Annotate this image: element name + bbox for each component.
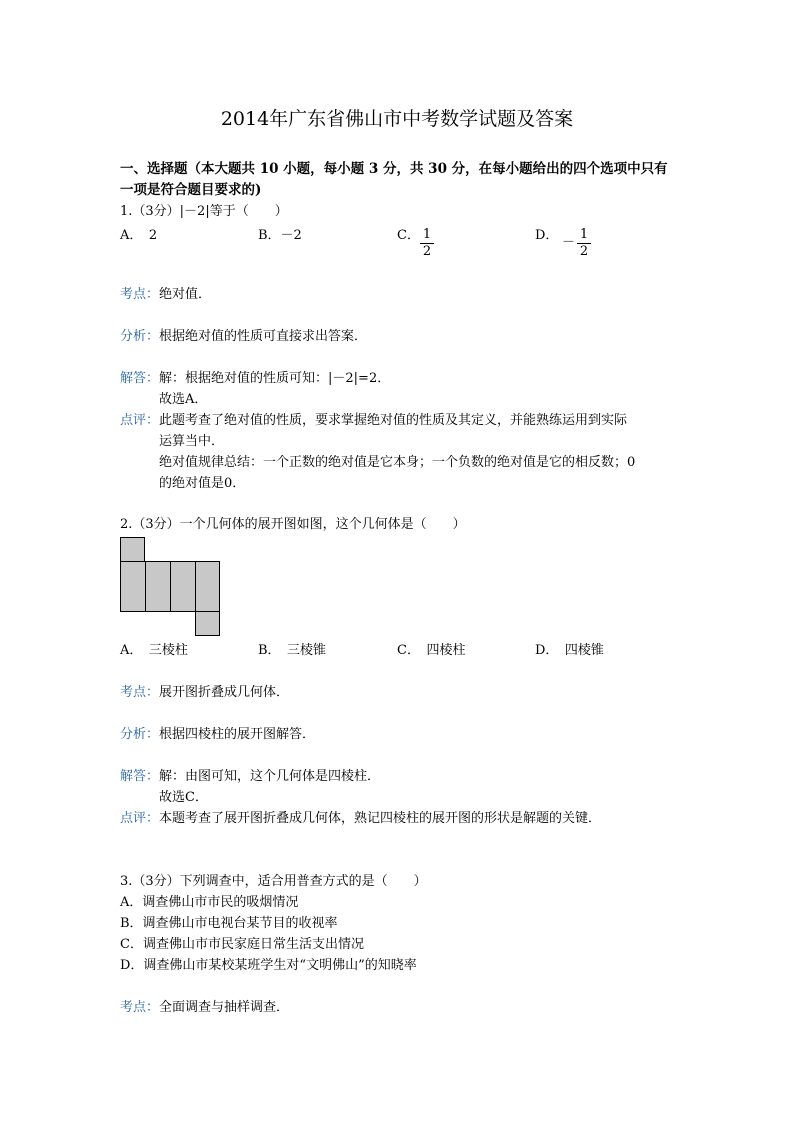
dianping-label: 点评： — [120, 811, 160, 826]
q2-kaodian — [120, 683, 289, 703]
net-face-2 — [145, 561, 171, 612]
kaodian-label: 考点： — [120, 685, 160, 700]
q1-dianping-line-4: 的绝对值是0． — [159, 476, 246, 491]
net-face-3 — [170, 561, 196, 612]
q3-stem: 3.（3分）下列调查中，适合用普查方式的是（ ） — [120, 874, 427, 889]
q2-dianping — [120, 809, 601, 829]
q1-stem: 1.（3分）|－2|等于（ ） — [120, 204, 288, 219]
q1-option-a: A． 2 — [120, 228, 158, 243]
q1-jieda-line-2: 故选A． — [159, 392, 208, 407]
q1-option-c-label: C． — [397, 228, 420, 243]
fenxi-text: 根据绝对值的性质可直接求出答案． — [159, 329, 368, 344]
fraction-numerator: 1 — [420, 227, 434, 244]
page-title: 2014年广东省佛山市中考数学试题及答案 — [220, 108, 574, 130]
q1-option-d-fraction — [577, 227, 591, 260]
q2-option-b: B． 三棱锥 — [258, 643, 327, 658]
kaodian-text: 全面调查与抽样调查． — [159, 1000, 290, 1015]
q2-stem: 2.（3分）一个几何体的展开图如图，这个几何体是（ ） — [120, 517, 466, 532]
kaodian-label: 考点： — [120, 287, 160, 302]
q3-option-a: A．调查佛山市市民的吸烟情况 — [120, 895, 299, 910]
kaodian-text: 展开图折叠成几何体． — [159, 685, 290, 700]
fraction-denominator: 2 — [579, 244, 589, 259]
section-heading-line-1: 一、选择题（本大题共 10 小题，每小题 3 分，共 30 分，在每小题给出的四个选项中只有 — [120, 161, 668, 177]
dianping-text: 本题考查了展开图折叠成几何体，熟记四棱柱的展开图的形状是解题的关键． — [159, 811, 602, 826]
net-top-square — [120, 537, 145, 562]
q2-jieda-line-2: 故选C． — [159, 790, 208, 805]
q1-option-b: B．－2 — [258, 228, 302, 243]
fenxi-label: 分析： — [120, 329, 160, 344]
q2-fenxi — [120, 725, 315, 745]
q3-kaodian — [120, 998, 289, 1018]
q1-kaodian — [120, 285, 211, 305]
jieda-label: 解答： — [120, 371, 160, 386]
dianping-text: 此题考查了绝对值的性质，要求掌握绝对值的性质及其定义，并能熟练运用到实际 — [159, 413, 628, 428]
q1-dianping — [120, 411, 627, 431]
q1-option-d-sign: － — [562, 235, 576, 250]
section-heading-line-2: 一项是符合题目要求的) — [120, 182, 262, 198]
q2-option-d: D． 四棱锥 — [535, 643, 604, 658]
q2-jieda — [120, 767, 380, 787]
jieda-text: 解：根据绝对值的性质可知：|－2|=2． — [159, 371, 391, 386]
jieda-text: 解：由图可知，这个几何体是四棱柱． — [159, 769, 381, 784]
q1-fenxi — [120, 327, 367, 347]
q2-option-a: A． 三棱柱 — [120, 643, 188, 658]
kaodian-label: 考点： — [120, 1000, 160, 1015]
fraction-numerator: 1 — [577, 227, 591, 244]
q3-option-d: D．调查佛山市某校某班学生对“文明佛山”的知晓率 — [120, 958, 417, 973]
q3-option-c: C．调查佛山市市民家庭日常生活支出情况 — [120, 937, 364, 952]
kaodian-text: 绝对值． — [159, 287, 212, 302]
q3-option-b: B．调查佛山市电视台某节目的收视率 — [120, 916, 338, 931]
fenxi-label: 分析： — [120, 727, 160, 742]
q1-option-d-label: D． — [535, 228, 559, 243]
net-face-1 — [120, 561, 146, 612]
q1-dianping-line-3: 绝对值规律总结：一个正数的绝对值是它本身；一个负数的绝对值是它的相反数；0 — [159, 455, 636, 470]
q1-jieda — [120, 369, 390, 389]
net-face-4 — [195, 561, 220, 612]
fenxi-text: 根据四棱柱的展开图解答． — [159, 727, 316, 742]
q1-option-c-fraction — [420, 227, 434, 260]
net-bottom-square — [195, 611, 220, 636]
jieda-label: 解答： — [120, 769, 160, 784]
q1-dianping-line-2: 运算当中． — [159, 434, 225, 449]
q2-option-c: C． 四棱柱 — [397, 643, 466, 658]
fraction-denominator: 2 — [422, 244, 432, 259]
dianping-label: 点评： — [120, 413, 160, 428]
